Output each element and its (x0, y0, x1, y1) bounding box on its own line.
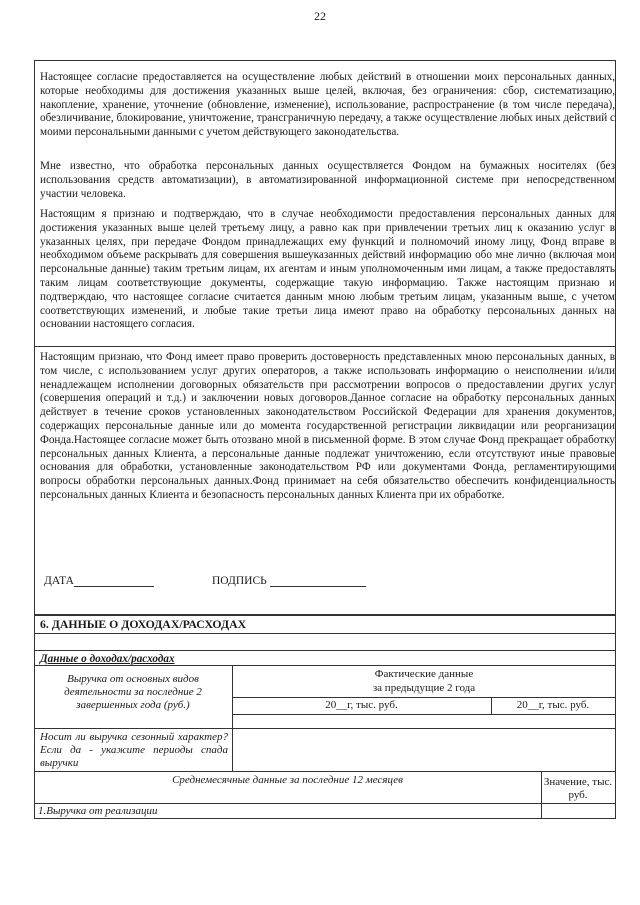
seasonal-answer-cell[interactable] (233, 729, 614, 770)
seasonal-label: Носит ли выручка сезонный характер? Если да - укажите периоды спада выручки (40, 731, 228, 769)
table-top-border (34, 614, 616, 616)
year2-value-cell[interactable] (492, 715, 614, 727)
table-left-border (34, 614, 35, 819)
value-header: Значение, тыс. руб. (543, 776, 613, 801)
table-header-top (34, 665, 616, 666)
date-blank[interactable] (74, 574, 154, 587)
monthly-header-bottom (34, 803, 616, 804)
actual-header-line2: за предыдущие 2 года (372, 682, 476, 694)
table-right-border (615, 614, 616, 819)
years-row-top (232, 697, 616, 698)
row1-value-cell[interactable] (542, 804, 614, 817)
page-number: 22 (314, 9, 326, 23)
date-field[interactable] (44, 574, 154, 587)
signature-blank[interactable] (270, 574, 366, 587)
row1-bottom (34, 818, 616, 819)
signature-label: ПОДПИСЬ (212, 575, 267, 587)
consent-divider (34, 346, 616, 347)
consent-paragraph-4: Настоящим признаю, что Фонд имеет право проверить достоверность представленных мною персональных данных, в том числе, с использованием услуг других операторов, а также использовать информацию о неисполнении и/или ненадлежащем исполнении договорных обязательств при рассмотрении вопросов о предоставлении других услуг (совершения операций и т.д.) и заключении новых договоров.Данное согласие на обработку персональных данных действует в течение сроков установленных законодательством Российской Федерации для хранения документов, содержащих персональные данные или до момента государственной регистрации ликвидации или реорганизации Фонда.Настоящее согласие может быть отозвано мной в письменной форме. В этом случае Фонд прекращает обработку персональных данных Клиента, а персональные данные подлежат уничтожению, если отсутствуют иные правовые основания для обработки, установленные законодательством РФ или документами Фонда, регламентирующими вопросы обработки персональных данных.Фонд принимает на себя обязательство обеспечить конфиденциальность персональных данных Клиента и безопасность персональных данных Клиента при их обработке. (40, 351, 615, 501)
year1-header: 20__г, тыс. руб. (325, 699, 398, 711)
signature-field[interactable] (212, 574, 366, 587)
section-subtitle: Данные о доходах/расходах (40, 653, 175, 665)
consent-paragraph-2: Мне известно, что обработка персональных данных осуществляется Фондом на бумажных носителях (без использования средств автоматизации), в автоматизированной информационной системе при непосредственном участии человека. (40, 160, 615, 200)
row1-label: 1.Выручка от реализации (38, 805, 158, 817)
section-title: 6. ДАННЫЕ О ДОХОДАХ/РАСХОДАХ (40, 617, 247, 631)
actual-header-line1: Фактические данные (374, 668, 474, 680)
date-label: ДАТА (44, 575, 74, 587)
section-title-underline (34, 633, 616, 634)
year1-value-cell[interactable] (233, 715, 490, 727)
monthly-header: Среднемесячные данные за последние 12 месяцев (172, 774, 403, 786)
consent-paragraph-3: Настоящим я признаю и подтверждаю, что в случае необходимости предоставления персональных данных для достижения указанных выше целей третьему лицу, а равно как при привлечении третьих лиц к оказанию услуг в указанных целях, при передаче Фондом принадлежащих ему функций и полномочий иному лицу, Фонд вправе в необходимом объеме раскрывать для совершения вышеуказанных действий информацию обо мне лично (включая мои персональные данные) таким третьим лицам, их агентам и иным уполномоченным ими лицам, а также предоставлять таким лицам соответствующие документы, содержащие такую информацию. Также настоящим признаю и подтверждаю, что настоящее согласие считается данным мною любым третьим лицам, указанным выше, с учетом соответствующих изменений, и любые такие третьи лица имеют право на обработку персональных данных на основании настоящего согласия. (40, 208, 615, 331)
year2-header: 20__г, тыс. руб. (516, 699, 590, 711)
consent-paragraph-1: Настоящее согласие предоставляется на осуществление любых действий в отношении моих персональных данных, которые необходимы для достижения указанных выше целей, включая, без ограничения: сбор, систематизацию, накопление, хранение, уточнение (обновление, изменение), использование, распространение (в том числе передача), обезличивание, блокирование, уничтожение, трансграничную передачу, а также осуществление любых иных действий с моими персональными данными с учетом действующего законодательства. (40, 71, 615, 139)
revenue-label: Выручка от основных видов деятельности за последние 2 завершенных года (руб.) (64, 673, 202, 711)
section-subtitle-divider (34, 650, 616, 651)
seasonal-row-bottom (34, 771, 616, 772)
